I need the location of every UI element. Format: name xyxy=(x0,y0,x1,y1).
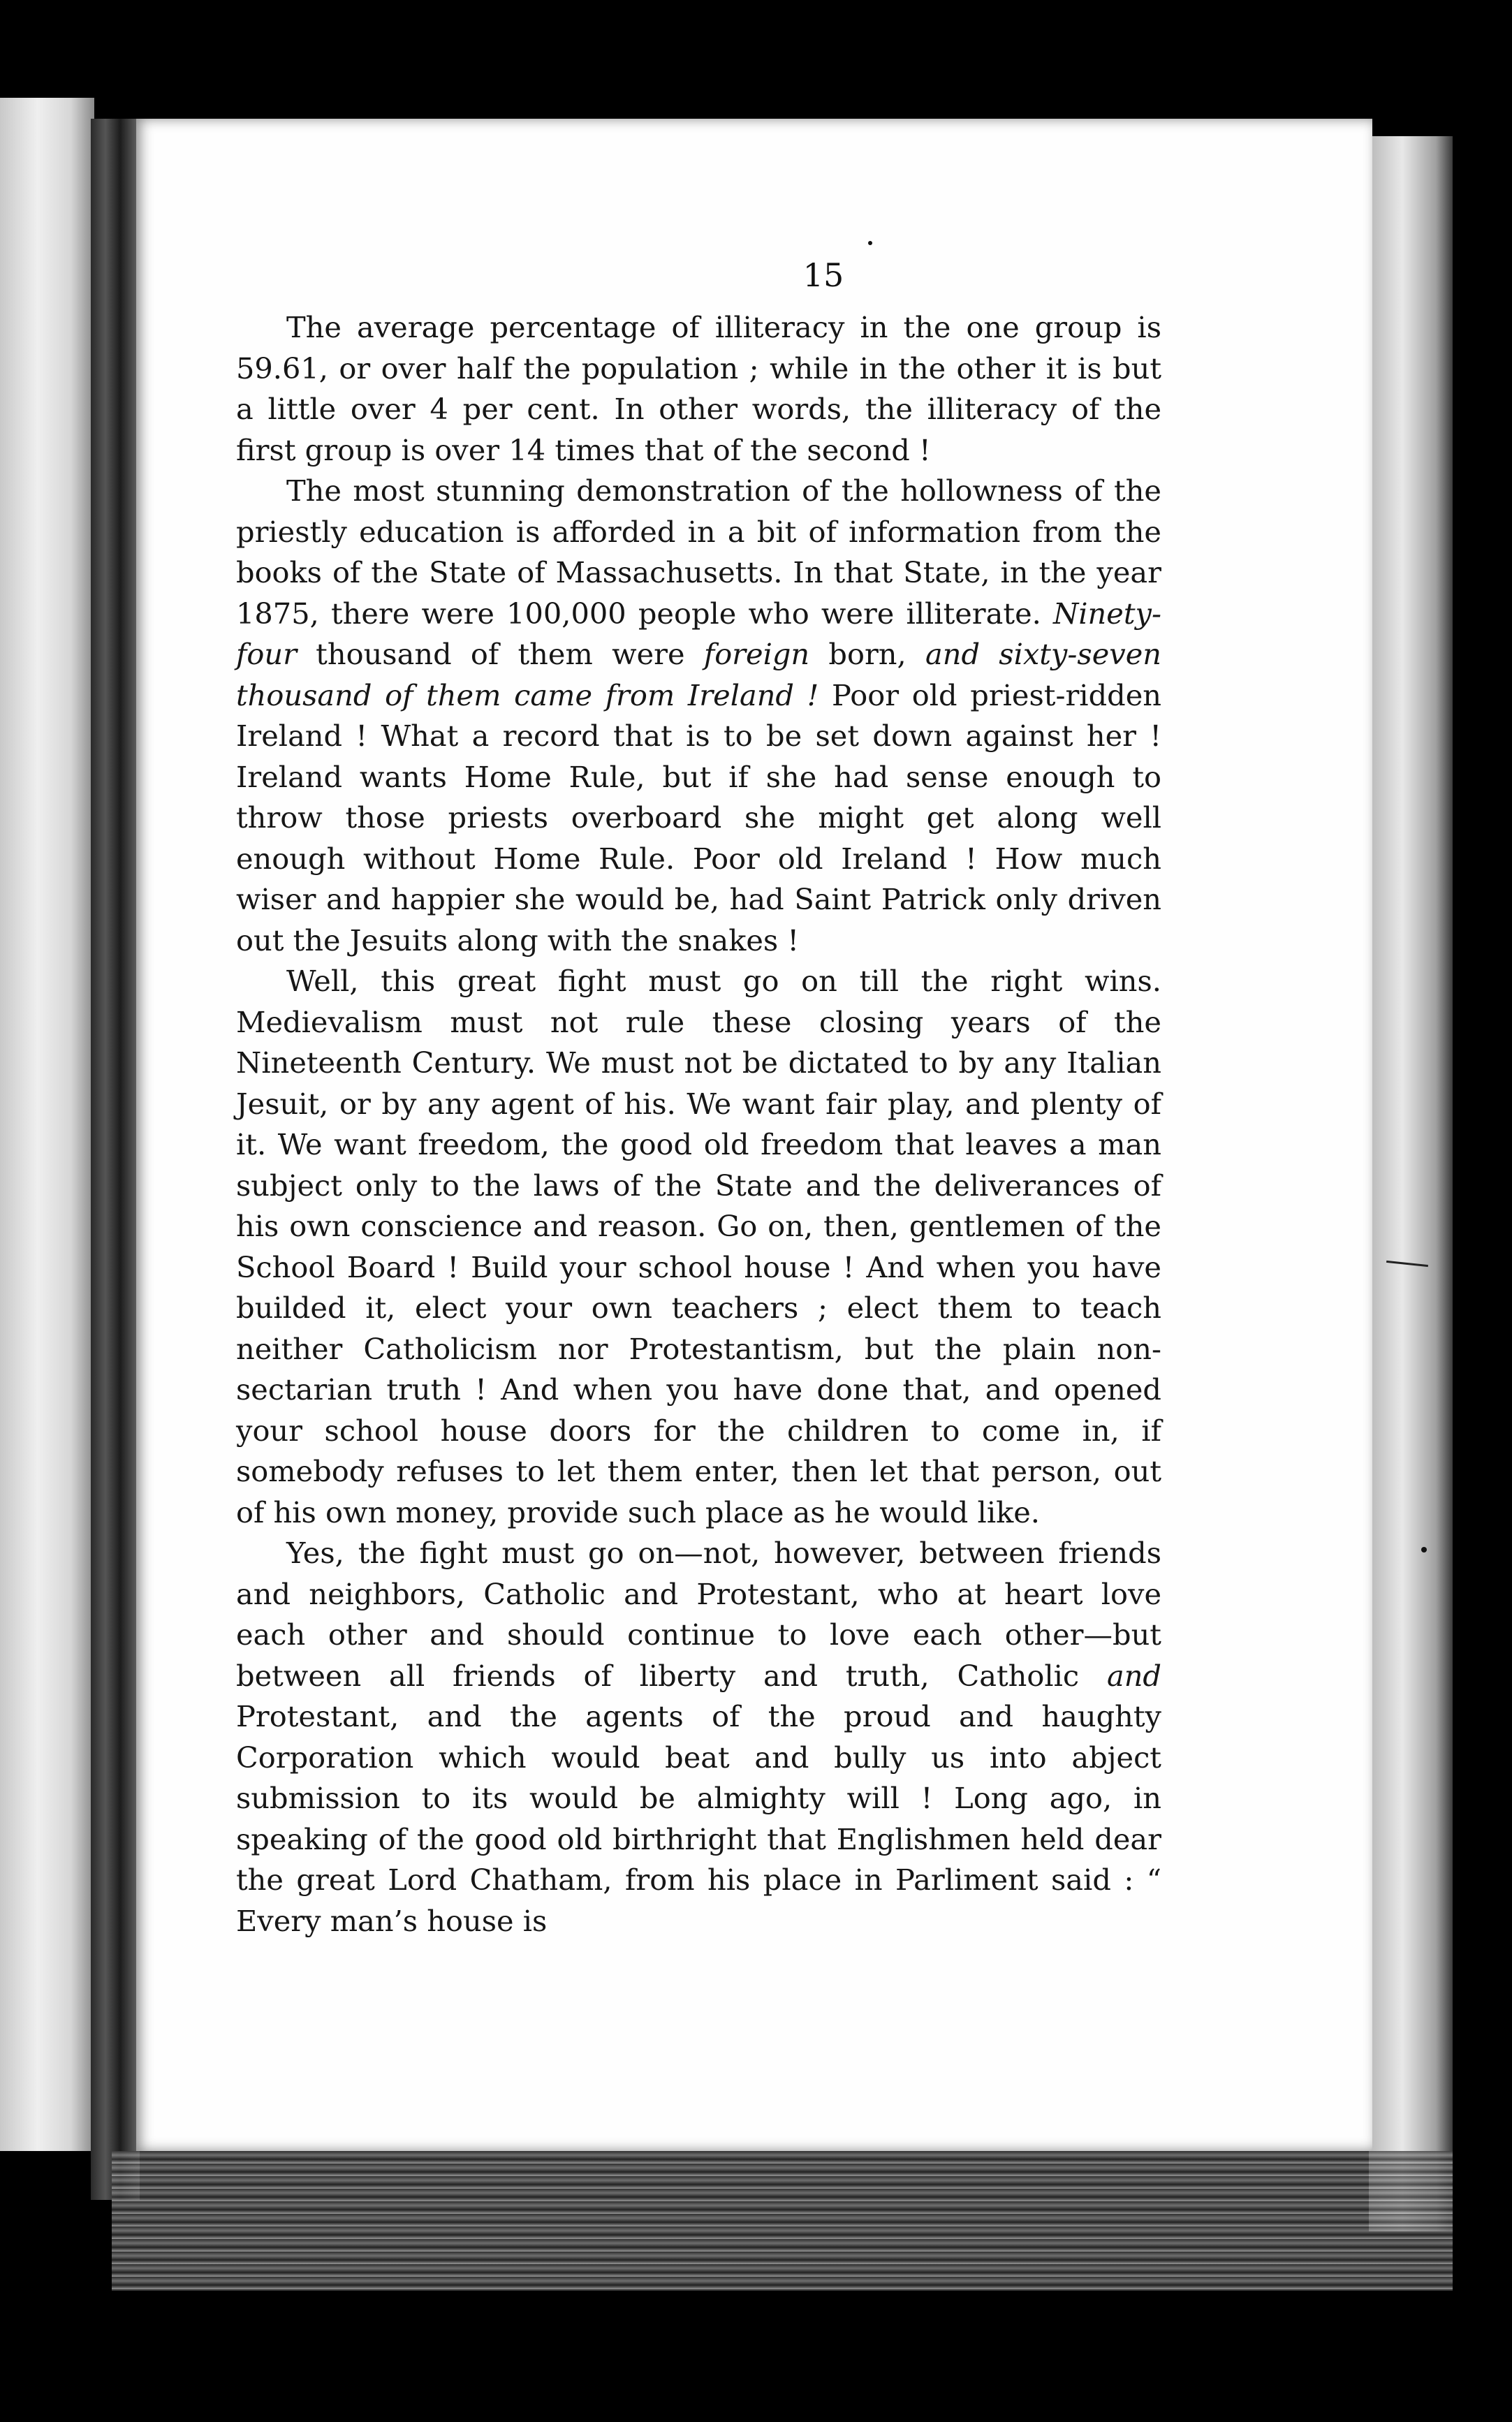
margin-dot xyxy=(868,241,872,245)
paragraph xyxy=(236,471,1161,961)
italic-text: and sixty-seven thousand of them came from Ireland ! xyxy=(236,637,1161,712)
book-page xyxy=(136,119,1372,2151)
page-number: 15 xyxy=(802,256,844,294)
text-run: The most stunning demonstration of the hollowness of the priestly education is afforded in a bit of information from the books of the State of Massachusetts. In that State, in the year 1875, there were 100,000 people who were illiterate. xyxy=(236,474,1161,631)
italic-text: Ninety-four xyxy=(236,596,1161,671)
text-run: born, xyxy=(809,637,925,671)
text-run: thousand of them were xyxy=(296,637,704,671)
left-facing-page xyxy=(0,98,94,2151)
paragraph xyxy=(236,307,1161,471)
page-stack-edge xyxy=(1369,136,1453,2231)
paragraph xyxy=(236,961,1161,1533)
text-run: The average percentage of illiteracy in the one group is 59.61, or over half the population ; while in the other it is but a little over 4 per cent. In other words, the illiteracy of the first group is over 14 times that of the second ! xyxy=(236,310,1161,467)
italic-text: foreign xyxy=(703,637,810,671)
text-run: Well, this great fight must go on till the right wins. Medievalism must not rule these closing years of the Nineteenth Century. We must not be dictated to by any Italian Jesuit, or by any agent of his. We want fair play, and plenty of it. We want freedom, the good old freedom that leaves a man subject only to the laws of the State and the deliverances of his own conscience and reason. Go on, then, gentlemen of the School Board ! Build your school house ! And when you have builded it, elect your own teachers ; elect them to teach neither Catholicism nor Protestantism, but the plain non-sectarian truth ! And when you have done that, and opened your school house doors for the children to come in, if somebody refuses to let them enter, then let that person, out of his own money, provide such place as he would like. xyxy=(236,964,1161,1529)
page-bottom-edge xyxy=(112,2151,1453,2291)
text-run: Protestant, and the agents of the proud and haughty Corporation which would beat and bully us into abject submission to its would be almighty will ! Long ago, in speaking of the good old birthright that Englishmen held dear the great Lord Chatham, from his place in Parliment said : “ Every man’s house is xyxy=(236,1699,1161,1938)
margin-dot xyxy=(1421,1547,1427,1553)
paragraph xyxy=(236,1533,1161,1942)
book-spine xyxy=(91,119,140,2200)
text-run: Yes, the fight must go on—not, however, between friends and neighbors, Catholic and Protestant, who at heart love each other and should continue to love each other—but between all friends of liberty and truth, Catholic xyxy=(236,1536,1161,1693)
italic-text: and xyxy=(1106,1658,1161,1693)
text-run: Poor old priest-ridden Ireland ! What a record that is to be set down against her ! Ireland wants Home Rule, but if she had sense enough to throw those priests overboard she might get along well enough without Home Rule. Poor old Ireland ! How much wiser and happier she would be, had Saint Patrick only driven out the Jesuits along with the snakes ! xyxy=(236,677,1161,957)
page-body-text xyxy=(236,307,1161,1942)
